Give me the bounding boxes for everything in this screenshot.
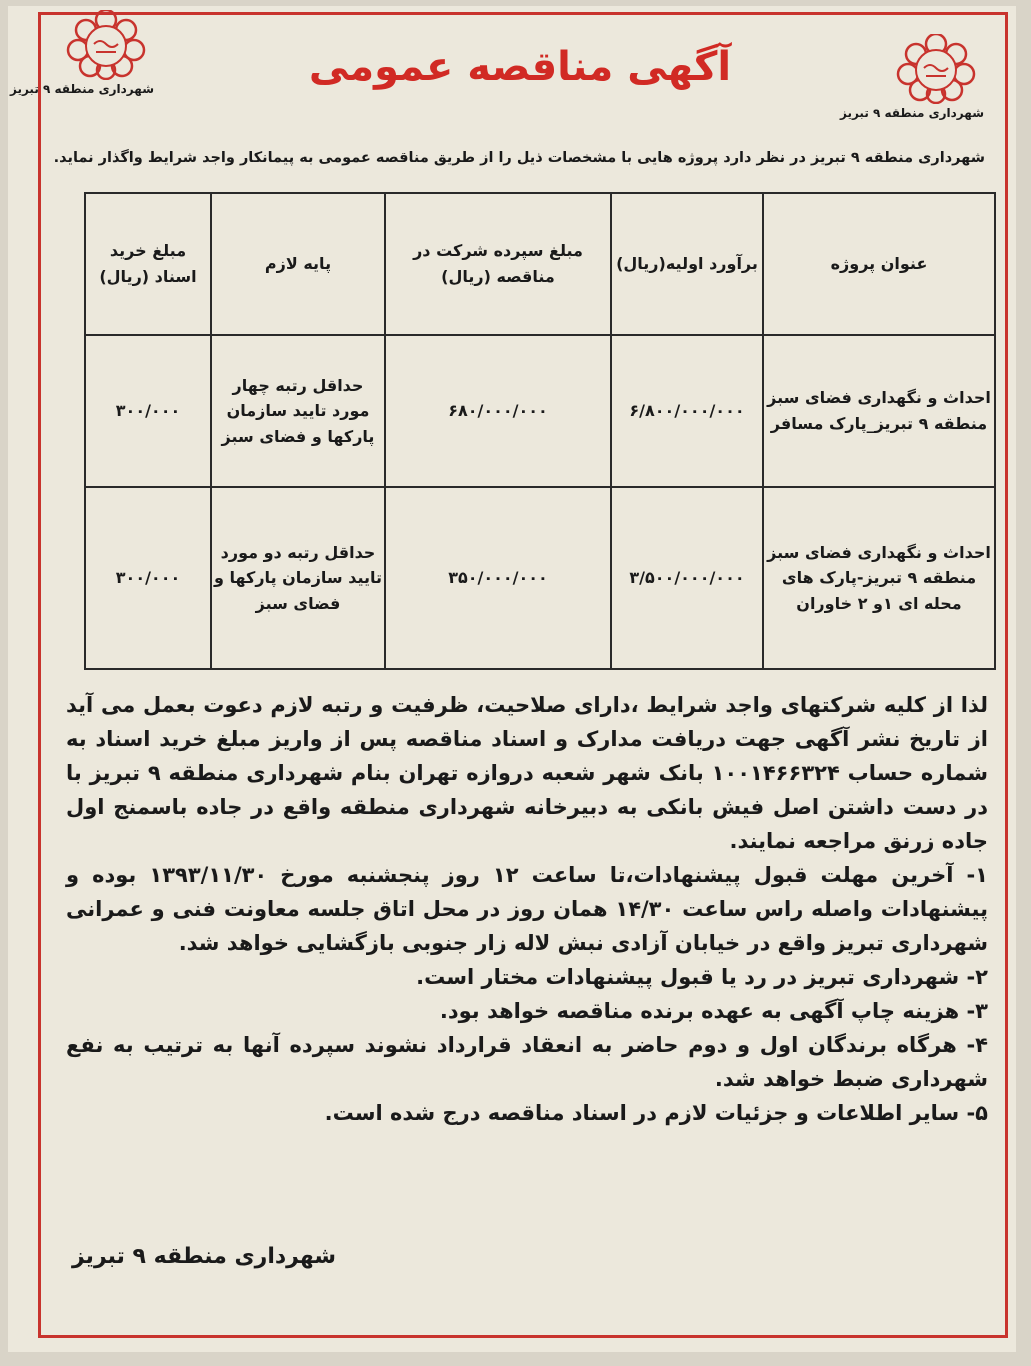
col-header-deposit: مبلغ سپرده شرکت در مناقصه (ریال) bbox=[385, 193, 611, 335]
condition-item-3: ۳- هزینه چاپ آگهی به عهده برنده مناقصه خواهد بود. bbox=[439, 999, 988, 1023]
condition-item-4: ۴- هرگاه برندگان اول و دوم حاضر به انعقاد قرارداد نشوند سپرده آنها به ترتیب به نفع شهرداری ضبط خواهد شد. bbox=[66, 1033, 988, 1091]
condition-item-1: ۱- آخرین مهلت قبول پیشنهادات،تا ساعت ۱۲ روز پنجشنبه مورخ ۱۳۹۳/۱۱/۳۰ بوده و پیشنهادات واصله راس ساعت ۱۴/۳۰ همان روز در محل اتاق جلسه معاونت فنی و عمرانی شهرداری تبریز واقع در خیابان آزادی نبش لاله زار جنوبی بازگشایی خواهد شد. bbox=[66, 863, 988, 955]
ad-body bbox=[66, 688, 988, 1130]
cell-grade: حداقل رتبه دو مورد تایید سازمان پارکها و فضای سبز bbox=[211, 487, 385, 669]
municipality-emblem-icon bbox=[894, 34, 978, 104]
cell-grade: حداقل رتبه چهار مورد تایید سازمان پارکها و فضای سبز bbox=[211, 335, 385, 487]
cell-project: احداث و نگهداری فضای سبز منطقه ۹ تبریز-پارک های محله ای ۱و ۲ خاوران bbox=[763, 487, 995, 669]
intro-text: شهرداری منطقه ۹ تبریز در نظر دارد پروژه هایی با مشخصات ذیل را از طریق مناقصه عمومی به پیمانکار واجد شرایط واگذار نماید. bbox=[53, 150, 985, 166]
invitation-paragraph: لذا از کلیه شرکتهای واجد شرایط ،دارای صلاحیت، ظرفیت و رتبه لازم دعوت بعمل می آید از تاریخ نشر آگهی جهت دریافت مدارک و اسناد مناقصه پس از واریز مبلغ خرید اسناد به شماره حساب ۱۰۰۱۴۶۶۳۲۴ بانک شهر شعبه دروازه تهران بنام شهرداری منطقه ۹ تبریز با در دست داشتن اصل فیش بانکی به دبیرخانه شهرداری منطقه واقع در جاده باسمنج اول جاده زرنق مراجعه نمایند. bbox=[66, 693, 988, 853]
condition-item-2: ۲- شهرداری تبریز در رد یا قبول پیشنهادات مختار است. bbox=[416, 965, 988, 989]
municipality-logo-right bbox=[839, 34, 984, 120]
logo-caption-right: شهرداری منطقه ۹ تبریز bbox=[839, 106, 984, 120]
cell-deposit: ۶۸۰/۰۰۰/۰۰۰ bbox=[385, 335, 611, 487]
ad-title: آگهی مناقصه عمومی bbox=[308, 44, 732, 90]
municipality-emblem-icon bbox=[64, 10, 148, 80]
logo-caption-left: شهرداری منطقه ۹ تبریز bbox=[9, 82, 154, 96]
condition-item-5: ۵- سایر اطلاعات و جزئیات لازم در اسناد مناقصه درج شده است. bbox=[324, 1101, 988, 1125]
col-header-project: عنوان پروژه bbox=[763, 193, 995, 335]
table-header-row bbox=[85, 193, 995, 335]
signature: شهرداری منطقه ۹ تبریز bbox=[72, 1244, 337, 1269]
cell-doc-price: ۳۰۰/۰۰۰ bbox=[85, 487, 211, 669]
municipality-logo-left bbox=[9, 10, 154, 96]
table-row bbox=[85, 487, 995, 669]
cell-estimate: ۶/۸۰۰/۰۰۰/۰۰۰ bbox=[611, 335, 763, 487]
cell-deposit: ۳۵۰/۰۰۰/۰۰۰ bbox=[385, 487, 611, 669]
col-header-estimate: برآورد اولیه(ریال) bbox=[611, 193, 763, 335]
col-header-doc-price: مبلغ خرید اسناد (ریال) bbox=[85, 193, 211, 335]
cell-estimate: ۳/۵۰۰/۰۰۰/۰۰۰ bbox=[611, 487, 763, 669]
table-row bbox=[85, 335, 995, 487]
cell-doc-price: ۳۰۰/۰۰۰ bbox=[85, 335, 211, 487]
tender-table bbox=[84, 192, 996, 670]
cell-project: احداث و نگهداری فضای سبز منطقه ۹ تبریز_پارک مسافر bbox=[763, 335, 995, 487]
col-header-grade: پایه لازم bbox=[211, 193, 385, 335]
